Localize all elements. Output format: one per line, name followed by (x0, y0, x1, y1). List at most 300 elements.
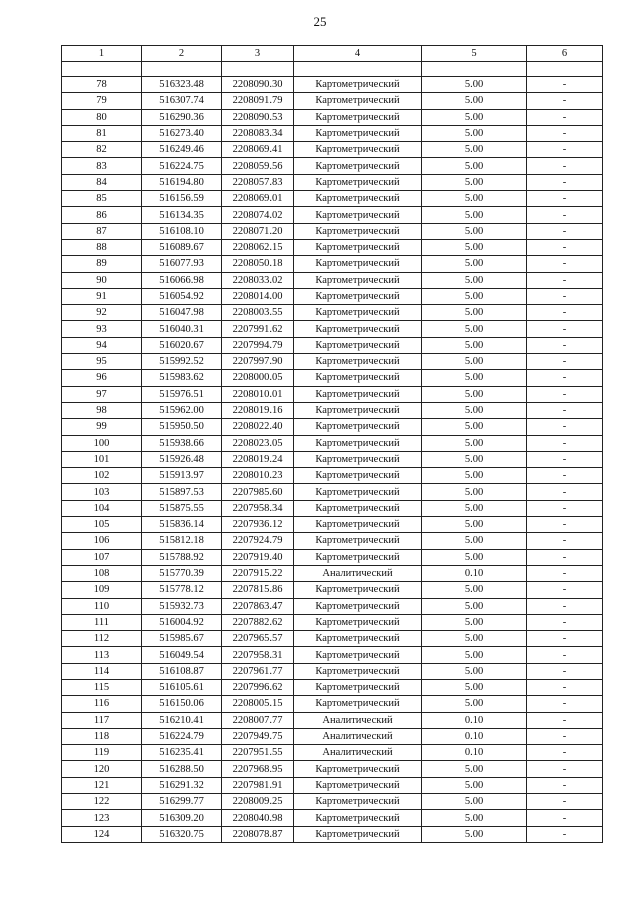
note-cell: - (527, 337, 603, 353)
note-cell: - (527, 517, 603, 533)
accuracy-cell: 0.10 (422, 745, 527, 761)
point-number-cell: 97 (62, 386, 142, 402)
y-coordinate-cell: 2207951.55 (222, 745, 294, 761)
table-row (62, 337, 603, 353)
point-number-cell: 86 (62, 207, 142, 223)
x-coordinate-cell: 516020.67 (142, 337, 222, 353)
method-cell: Аналитический (294, 728, 422, 744)
x-coordinate-cell: 515992.52 (142, 354, 222, 370)
y-coordinate-cell: 2208083.34 (222, 125, 294, 141)
method-cell: Картометрический (294, 288, 422, 304)
note-cell: - (527, 549, 603, 565)
accuracy-cell: 5.00 (422, 223, 527, 239)
point-number-cell: 88 (62, 239, 142, 255)
point-number-cell: 78 (62, 77, 142, 93)
point-number-cell: 82 (62, 142, 142, 158)
point-number-cell: 108 (62, 565, 142, 581)
method-cell: Аналитический (294, 712, 422, 728)
point-number-cell: 93 (62, 321, 142, 337)
method-cell: Картометрический (294, 256, 422, 272)
table-row (62, 745, 603, 761)
note-cell: - (527, 761, 603, 777)
point-number-cell: 98 (62, 402, 142, 418)
note-cell: - (527, 125, 603, 141)
accuracy-cell: 5.00 (422, 435, 527, 451)
note-cell: - (527, 647, 603, 663)
column-header: 6 (527, 46, 603, 62)
note-cell: - (527, 451, 603, 467)
method-cell: Картометрический (294, 794, 422, 810)
y-coordinate-cell: 2207924.79 (222, 533, 294, 549)
x-coordinate-cell: 516288.50 (142, 761, 222, 777)
table-row (62, 77, 603, 93)
column-header: 5 (422, 46, 527, 62)
note-cell: - (527, 370, 603, 386)
table-row (62, 696, 603, 712)
table-row (62, 451, 603, 467)
method-cell: Картометрический (294, 223, 422, 239)
table-row (62, 321, 603, 337)
accuracy-cell: 0.10 (422, 712, 527, 728)
table-row (62, 565, 603, 581)
x-coordinate-cell: 516290.36 (142, 109, 222, 125)
y-coordinate-cell: 2207958.31 (222, 647, 294, 663)
y-coordinate-cell: 2208062.15 (222, 239, 294, 255)
x-coordinate-cell: 515962.00 (142, 402, 222, 418)
point-number-cell: 95 (62, 354, 142, 370)
table-row (62, 810, 603, 826)
note-cell: - (527, 777, 603, 793)
method-cell: Картометрический (294, 305, 422, 321)
y-coordinate-cell: 2208040.98 (222, 810, 294, 826)
accuracy-cell: 5.00 (422, 109, 527, 125)
accuracy-cell: 5.00 (422, 810, 527, 826)
accuracy-cell: 5.00 (422, 468, 527, 484)
y-coordinate-cell: 2207996.62 (222, 679, 294, 695)
method-cell: Картометрический (294, 647, 422, 663)
accuracy-cell: 5.00 (422, 370, 527, 386)
x-coordinate-cell: 516040.31 (142, 321, 222, 337)
y-coordinate-cell: 2208000.05 (222, 370, 294, 386)
accuracy-cell: 5.00 (422, 647, 527, 663)
method-cell: Картометрический (294, 174, 422, 190)
y-coordinate-cell: 2208009.25 (222, 794, 294, 810)
note-cell: - (527, 142, 603, 158)
x-coordinate-cell: 516089.67 (142, 239, 222, 255)
accuracy-cell: 5.00 (422, 761, 527, 777)
method-cell: Картометрический (294, 419, 422, 435)
method-cell: Картометрический (294, 614, 422, 630)
point-number-cell: 83 (62, 158, 142, 174)
point-number-cell: 91 (62, 288, 142, 304)
method-cell: Картометрический (294, 484, 422, 500)
method-cell: Картометрический (294, 142, 422, 158)
method-cell: Картометрический (294, 598, 422, 614)
method-cell: Картометрический (294, 77, 422, 93)
method-cell: Картометрический (294, 582, 422, 598)
y-coordinate-cell: 2207863.47 (222, 598, 294, 614)
x-coordinate-cell: 515985.67 (142, 631, 222, 647)
method-cell: Картометрический (294, 533, 422, 549)
table-row (62, 761, 603, 777)
note-cell: - (527, 158, 603, 174)
x-coordinate-cell: 515938.66 (142, 435, 222, 451)
table-row (62, 142, 603, 158)
note-cell: - (527, 745, 603, 761)
table-row (62, 354, 603, 370)
table-row (62, 794, 603, 810)
x-coordinate-cell: 516210.41 (142, 712, 222, 728)
method-cell: Картометрический (294, 468, 422, 484)
x-coordinate-cell: 515932.73 (142, 598, 222, 614)
point-number-cell: 89 (62, 256, 142, 272)
table-row (62, 386, 603, 402)
method-cell: Картометрический (294, 679, 422, 695)
y-coordinate-cell: 2208091.79 (222, 93, 294, 109)
method-cell: Картометрический (294, 761, 422, 777)
note-cell: - (527, 468, 603, 484)
accuracy-cell: 5.00 (422, 77, 527, 93)
y-coordinate-cell: 2208010.23 (222, 468, 294, 484)
accuracy-cell: 5.00 (422, 419, 527, 435)
note-cell: - (527, 191, 603, 207)
accuracy-cell: 5.00 (422, 239, 527, 255)
point-number-cell: 112 (62, 631, 142, 647)
point-number-cell: 114 (62, 663, 142, 679)
method-cell: Картометрический (294, 517, 422, 533)
point-number-cell: 87 (62, 223, 142, 239)
table-row (62, 468, 603, 484)
point-number-cell: 122 (62, 794, 142, 810)
point-number-cell: 120 (62, 761, 142, 777)
method-cell: Картометрический (294, 451, 422, 467)
point-number-cell: 92 (62, 305, 142, 321)
point-number-cell: 118 (62, 728, 142, 744)
method-cell: Аналитический (294, 745, 422, 761)
x-coordinate-cell: 516224.75 (142, 158, 222, 174)
table-row (62, 239, 603, 255)
y-coordinate-cell: 2208071.20 (222, 223, 294, 239)
note-cell: - (527, 663, 603, 679)
note-cell: - (527, 565, 603, 581)
point-number-cell: 104 (62, 500, 142, 516)
column-header: 4 (294, 46, 422, 62)
accuracy-cell: 5.00 (422, 337, 527, 353)
accuracy-cell: 5.00 (422, 354, 527, 370)
accuracy-cell: 0.10 (422, 728, 527, 744)
y-coordinate-cell: 2208003.55 (222, 305, 294, 321)
method-cell: Картометрический (294, 337, 422, 353)
x-coordinate-cell: 516004.92 (142, 614, 222, 630)
table-row (62, 288, 603, 304)
x-coordinate-cell: 515897.53 (142, 484, 222, 500)
point-number-cell: 124 (62, 826, 142, 842)
method-cell: Картометрический (294, 158, 422, 174)
method-cell: Картометрический (294, 321, 422, 337)
accuracy-cell: 5.00 (422, 696, 527, 712)
x-coordinate-cell: 516108.10 (142, 223, 222, 239)
table-row (62, 517, 603, 533)
accuracy-cell: 5.00 (422, 794, 527, 810)
y-coordinate-cell: 2208019.16 (222, 402, 294, 418)
y-coordinate-cell: 2208050.18 (222, 256, 294, 272)
x-coordinate-cell: 516134.35 (142, 207, 222, 223)
note-cell: - (527, 484, 603, 500)
note-cell: - (527, 321, 603, 337)
page-number: 25 (313, 14, 327, 29)
point-number-cell: 84 (62, 174, 142, 190)
y-coordinate-cell: 2208019.24 (222, 451, 294, 467)
y-coordinate-cell: 2208059.56 (222, 158, 294, 174)
accuracy-cell: 5.00 (422, 207, 527, 223)
note-cell: - (527, 810, 603, 826)
point-number-cell: 106 (62, 533, 142, 549)
method-cell: Картометрический (294, 354, 422, 370)
table-row (62, 223, 603, 239)
point-number-cell: 80 (62, 109, 142, 125)
table-row (62, 158, 603, 174)
note-cell: - (527, 386, 603, 402)
method-cell: Картометрический (294, 810, 422, 826)
table-row (62, 207, 603, 223)
accuracy-cell: 5.00 (422, 663, 527, 679)
y-coordinate-cell: 2208069.01 (222, 191, 294, 207)
method-cell: Картометрический (294, 370, 422, 386)
x-coordinate-cell: 516156.59 (142, 191, 222, 207)
point-number-cell: 96 (62, 370, 142, 386)
x-coordinate-cell: 516323.48 (142, 77, 222, 93)
accuracy-cell: 5.00 (422, 386, 527, 402)
note-cell: - (527, 272, 603, 288)
x-coordinate-cell: 515778.12 (142, 582, 222, 598)
x-coordinate-cell: 516224.79 (142, 728, 222, 744)
x-coordinate-cell: 516077.93 (142, 256, 222, 272)
note-cell: - (527, 354, 603, 370)
x-coordinate-cell: 516194.80 (142, 174, 222, 190)
table-row (62, 484, 603, 500)
point-number-cell: 109 (62, 582, 142, 598)
point-number-cell: 99 (62, 419, 142, 435)
method-cell: Картометрический (294, 500, 422, 516)
table-row (62, 419, 603, 435)
method-cell: Картометрический (294, 549, 422, 565)
accuracy-cell: 5.00 (422, 582, 527, 598)
accuracy-cell: 5.00 (422, 826, 527, 842)
x-coordinate-cell: 516273.40 (142, 125, 222, 141)
table-row (62, 598, 603, 614)
note-cell: - (527, 598, 603, 614)
y-coordinate-cell: 2208090.53 (222, 109, 294, 125)
method-cell: Картометрический (294, 696, 422, 712)
accuracy-cell: 5.00 (422, 549, 527, 565)
accuracy-cell: 5.00 (422, 288, 527, 304)
accuracy-cell: 5.00 (422, 517, 527, 533)
table-row (62, 93, 603, 109)
x-coordinate-cell: 516249.46 (142, 142, 222, 158)
method-cell: Аналитический (294, 565, 422, 581)
point-number-cell: 113 (62, 647, 142, 663)
y-coordinate-cell: 2207991.62 (222, 321, 294, 337)
accuracy-cell: 5.00 (422, 777, 527, 793)
accuracy-cell: 5.00 (422, 93, 527, 109)
point-number-cell: 117 (62, 712, 142, 728)
note-cell: - (527, 712, 603, 728)
x-coordinate-cell: 515836.14 (142, 517, 222, 533)
table-row (62, 305, 603, 321)
point-number-cell: 123 (62, 810, 142, 826)
coordinates-table (61, 45, 603, 843)
point-number-cell: 105 (62, 517, 142, 533)
point-number-cell: 115 (62, 679, 142, 695)
table-row (62, 777, 603, 793)
point-number-cell: 100 (62, 435, 142, 451)
x-coordinate-cell: 516235.41 (142, 745, 222, 761)
table-row (62, 826, 603, 842)
method-cell: Картометрический (294, 777, 422, 793)
note-cell: - (527, 77, 603, 93)
point-number-cell: 119 (62, 745, 142, 761)
accuracy-cell: 5.00 (422, 174, 527, 190)
accuracy-cell: 5.00 (422, 679, 527, 695)
method-cell: Картометрический (294, 826, 422, 842)
accuracy-cell: 5.00 (422, 256, 527, 272)
note-cell: - (527, 288, 603, 304)
point-number-cell: 90 (62, 272, 142, 288)
method-cell: Картометрический (294, 93, 422, 109)
y-coordinate-cell: 2207985.60 (222, 484, 294, 500)
point-number-cell: 116 (62, 696, 142, 712)
x-coordinate-cell: 515976.51 (142, 386, 222, 402)
method-cell: Картометрический (294, 191, 422, 207)
point-number-cell: 107 (62, 549, 142, 565)
x-coordinate-cell: 516105.61 (142, 679, 222, 695)
note-cell: - (527, 256, 603, 272)
note-cell: - (527, 631, 603, 647)
note-cell: - (527, 500, 603, 516)
table-row (62, 663, 603, 679)
x-coordinate-cell: 516066.98 (142, 272, 222, 288)
table-row (62, 125, 603, 141)
y-coordinate-cell: 2207915.22 (222, 565, 294, 581)
note-cell: - (527, 93, 603, 109)
point-number-cell: 101 (62, 451, 142, 467)
note-cell: - (527, 582, 603, 598)
point-number-cell: 85 (62, 191, 142, 207)
point-number-cell: 79 (62, 93, 142, 109)
x-coordinate-cell: 516054.92 (142, 288, 222, 304)
method-cell: Картометрический (294, 386, 422, 402)
note-cell: - (527, 223, 603, 239)
y-coordinate-cell: 2208074.02 (222, 207, 294, 223)
accuracy-cell: 5.00 (422, 598, 527, 614)
column-header: 2 (142, 46, 222, 62)
y-coordinate-cell: 2207958.34 (222, 500, 294, 516)
note-cell: - (527, 533, 603, 549)
y-coordinate-cell: 2208023.05 (222, 435, 294, 451)
y-coordinate-cell: 2207949.75 (222, 728, 294, 744)
point-number-cell: 102 (62, 468, 142, 484)
accuracy-cell: 5.00 (422, 500, 527, 516)
method-cell: Картометрический (294, 631, 422, 647)
y-coordinate-cell: 2208069.41 (222, 142, 294, 158)
y-coordinate-cell: 2208033.02 (222, 272, 294, 288)
accuracy-cell: 5.00 (422, 484, 527, 500)
accuracy-cell: 5.00 (422, 125, 527, 141)
table-row (62, 533, 603, 549)
y-coordinate-cell: 2207961.77 (222, 663, 294, 679)
y-coordinate-cell: 2208007.77 (222, 712, 294, 728)
table-body (62, 62, 603, 843)
point-number-cell: 94 (62, 337, 142, 353)
accuracy-cell: 5.00 (422, 451, 527, 467)
point-number-cell: 111 (62, 614, 142, 630)
note-cell: - (527, 305, 603, 321)
y-coordinate-cell: 2207815.86 (222, 582, 294, 598)
table-header-row (62, 46, 603, 62)
y-coordinate-cell: 2207981.91 (222, 777, 294, 793)
accuracy-cell: 5.00 (422, 142, 527, 158)
y-coordinate-cell: 2207965.57 (222, 631, 294, 647)
table-row (62, 549, 603, 565)
table-row (62, 647, 603, 663)
method-cell: Картометрический (294, 125, 422, 141)
x-coordinate-cell: 516299.77 (142, 794, 222, 810)
note-cell: - (527, 826, 603, 842)
y-coordinate-cell: 2208078.87 (222, 826, 294, 842)
x-coordinate-cell: 515875.55 (142, 500, 222, 516)
x-coordinate-cell: 516307.74 (142, 93, 222, 109)
note-cell: - (527, 174, 603, 190)
note-cell: - (527, 109, 603, 125)
note-cell: - (527, 696, 603, 712)
method-cell: Картометрический (294, 402, 422, 418)
y-coordinate-cell: 2208057.83 (222, 174, 294, 190)
point-number-cell: 110 (62, 598, 142, 614)
point-number-cell: 81 (62, 125, 142, 141)
table-row (62, 582, 603, 598)
note-cell: - (527, 728, 603, 744)
x-coordinate-cell: 516150.06 (142, 696, 222, 712)
table-row (62, 500, 603, 516)
accuracy-cell: 5.00 (422, 158, 527, 174)
y-coordinate-cell: 2208010.01 (222, 386, 294, 402)
point-number-cell: 103 (62, 484, 142, 500)
x-coordinate-cell: 515950.50 (142, 419, 222, 435)
note-cell: - (527, 679, 603, 695)
y-coordinate-cell: 2207882.62 (222, 614, 294, 630)
y-coordinate-cell: 2207994.79 (222, 337, 294, 353)
note-cell: - (527, 419, 603, 435)
accuracy-cell: 5.00 (422, 305, 527, 321)
x-coordinate-cell: 516049.54 (142, 647, 222, 663)
method-cell: Картометрический (294, 239, 422, 255)
column-header: 1 (62, 46, 142, 62)
table-row (62, 631, 603, 647)
table-row (62, 256, 603, 272)
x-coordinate-cell: 515926.48 (142, 451, 222, 467)
note-cell: - (527, 614, 603, 630)
accuracy-cell: 5.00 (422, 402, 527, 418)
method-cell: Картометрический (294, 272, 422, 288)
accuracy-cell: 0.10 (422, 565, 527, 581)
table-row (62, 679, 603, 695)
table-row (62, 728, 603, 744)
table-row (62, 402, 603, 418)
y-coordinate-cell: 2207936.12 (222, 517, 294, 533)
x-coordinate-cell: 515788.92 (142, 549, 222, 565)
method-cell: Картометрический (294, 663, 422, 679)
x-coordinate-cell: 515812.18 (142, 533, 222, 549)
